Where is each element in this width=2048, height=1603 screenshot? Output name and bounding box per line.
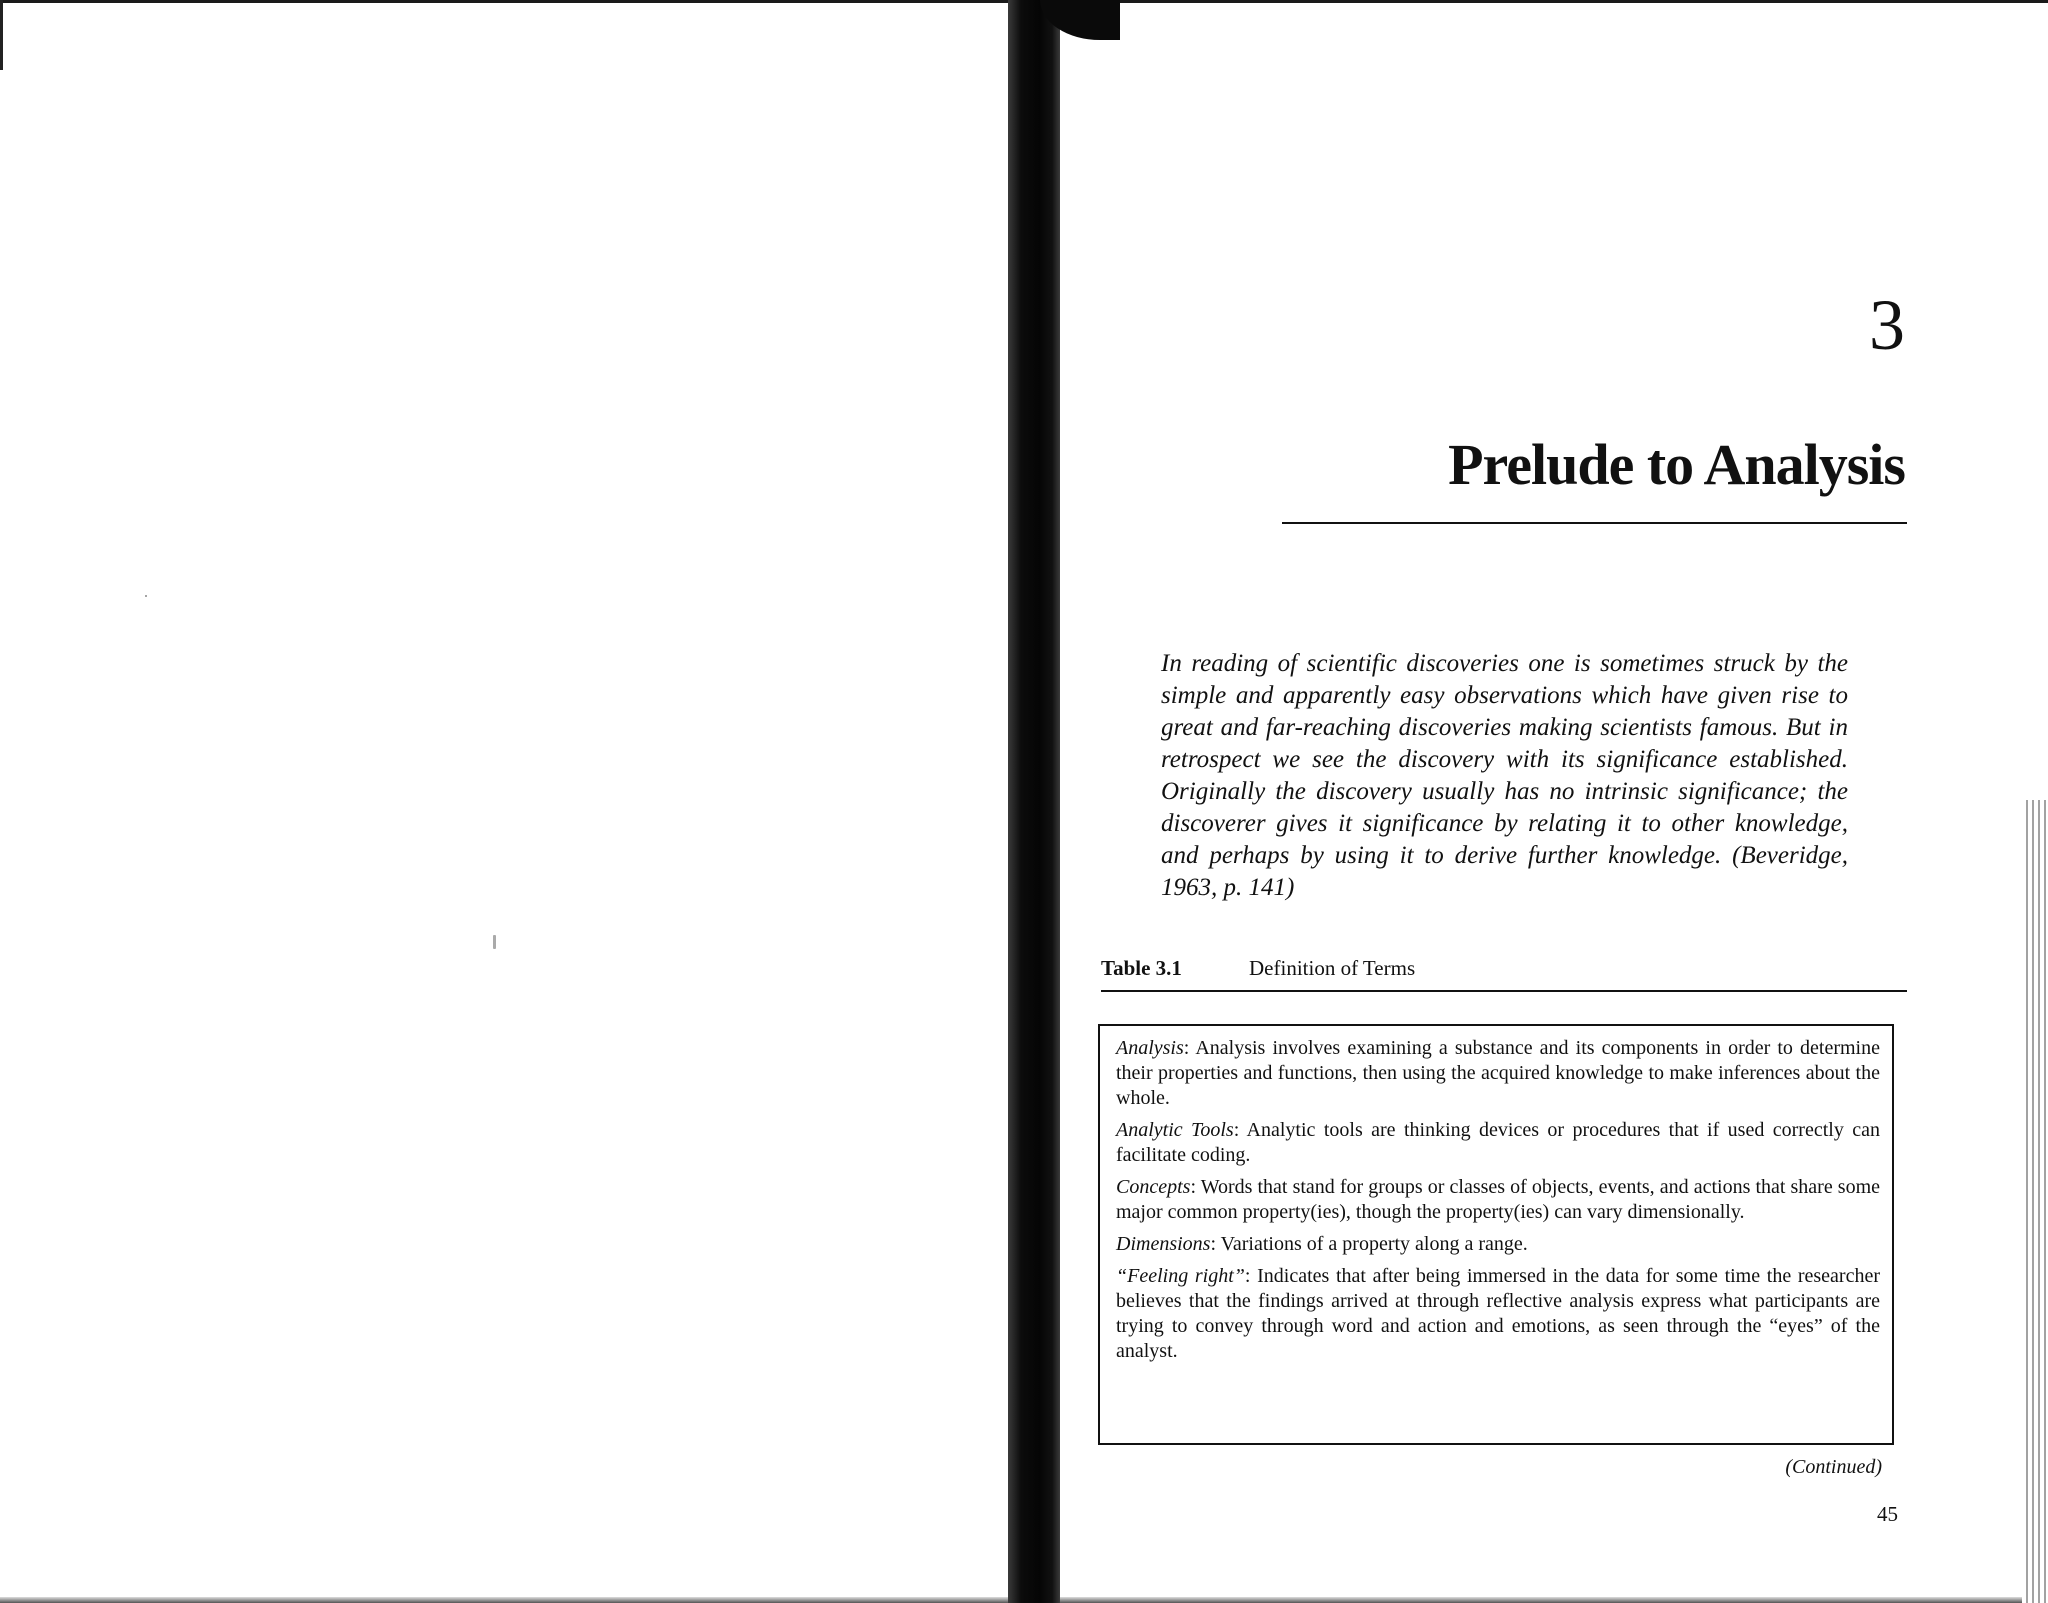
definition-text: : Variations of a property along a range. (1210, 1233, 1528, 1255)
definition-term: Analysis (1116, 1037, 1184, 1059)
scan-left-edge (0, 0, 3, 70)
caption-rule (1101, 990, 1907, 992)
definition-term: Analytic Tools (1116, 1119, 1234, 1141)
definition-item (1116, 1232, 1880, 1257)
continued-note: (Continued) (1785, 1456, 1882, 1478)
chapter-title: Prelude to Analysis (1448, 432, 1905, 497)
definition-term: Concepts (1116, 1176, 1191, 1198)
definition-item (1116, 1264, 1880, 1364)
epigraph-quote: In reading of scientific discoveries one is sometimes struck by the simple and apparently easy observations which have given rise to great and far-reaching discoveries making scientists famous. But in retrospect we see the discovery with its significance established. Originally the discovery usually has no intrinsic significance; the discoverer gives it significance by relating it to other knowledge, and perhaps by using it to derive further knowledge. (Beveridge, 1963, p. 141) (1161, 650, 1848, 901)
definition-text: : Analysis involves examining a substance and its components in order to determine their properties and functions, then using the acquired knowledge to make inferences about the whole. (1116, 1037, 1880, 1109)
scan-speck (493, 935, 496, 949)
table-caption (1101, 954, 1901, 982)
table-label: Table 3.1 (1101, 956, 1182, 980)
table-title: Definition of Terms (1249, 956, 1416, 980)
definition-term: Dimensions (1116, 1233, 1211, 1255)
definition-item (1116, 1175, 1880, 1225)
chapter-number: 3 (1869, 285, 1905, 365)
definition-text: : Words that stand for groups or classes of objects, events, and actions that share some major common property(ies), though the property(ies) can vary dimensionally. (1116, 1176, 1880, 1223)
page-number: 45 (1877, 1502, 1898, 1526)
definition-term: “Feeling right” (1116, 1265, 1245, 1287)
definitions-box (1098, 1024, 1894, 1445)
definition-item (1116, 1118, 1880, 1168)
definition-text: : Indicates that after being immersed in the data for some time the researcher believes that the findings arrived at through reflective analysis express what participants are trying to convey through word and action and emotions, as seen through the “eyes” of the analyst. (1116, 1265, 1880, 1362)
title-rule (1282, 522, 1907, 524)
scan-speck (145, 595, 147, 597)
book-gutter (1008, 0, 1060, 1603)
definition-text: : Analytic tools are thinking devices or procedures that if used correctly can facilitate coding. (1116, 1119, 1880, 1166)
page-stack-edge (2022, 800, 2048, 1603)
definition-item (1116, 1036, 1880, 1111)
